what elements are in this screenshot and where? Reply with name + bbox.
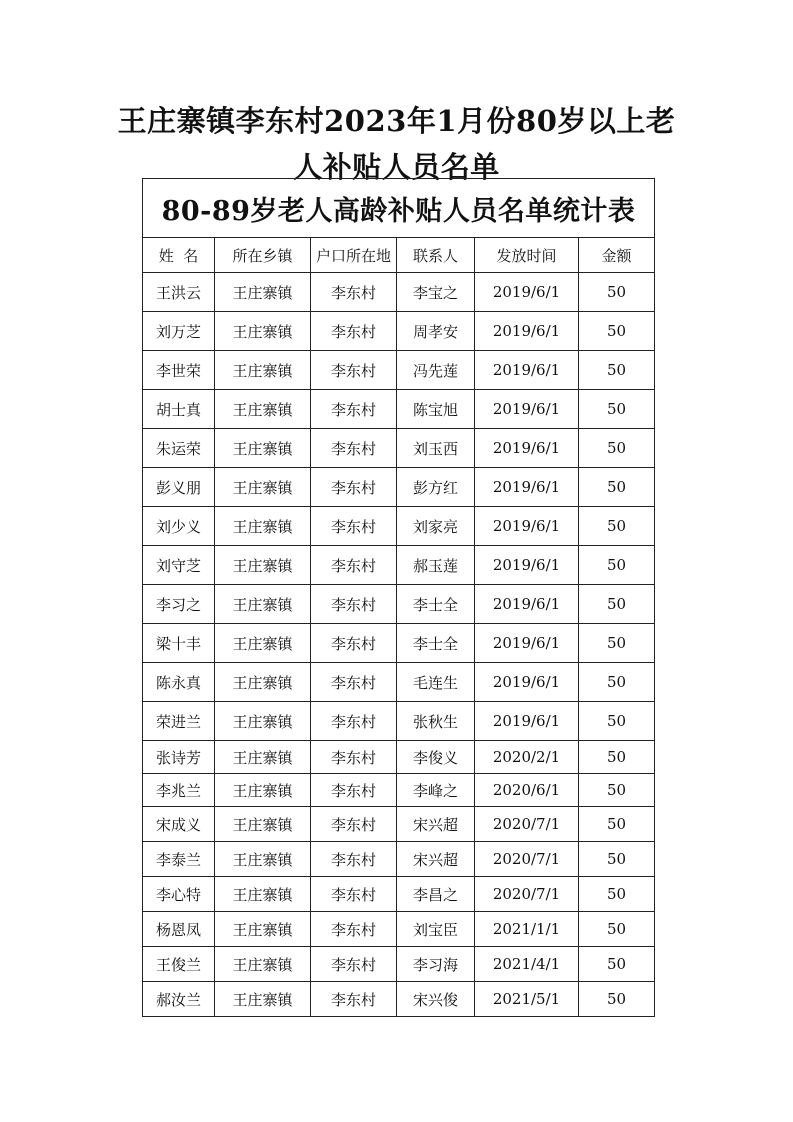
cell-issue-date: 2020/2/1 [475,741,579,774]
cell-household-location: 李东村 [311,468,397,507]
cell-issue-date: 2021/4/1 [475,947,579,982]
cell-contact: 宋兴超 [397,842,475,877]
cell-household-location: 李东村 [311,546,397,585]
cell-name: 朱运荣 [143,429,215,468]
cell-name: 李兆兰 [143,774,215,807]
cell-issue-date: 2019/6/1 [475,663,579,702]
cell-issue-date: 2020/7/1 [475,807,579,842]
cell-township: 王庄寨镇 [215,947,311,982]
cell-township: 王庄寨镇 [215,507,311,546]
table-row [143,663,655,702]
cell-amount: 50 [579,774,655,807]
table-row [143,947,655,982]
cell-contact: 刘玉西 [397,429,475,468]
subsidy-table [142,178,655,1017]
table-row [143,507,655,546]
cell-township: 王庄寨镇 [215,663,311,702]
table-body [143,273,655,1017]
cell-contact: 郝玉莲 [397,546,475,585]
table-caption: 80-89岁老人高龄补贴人员名单统计表 [143,179,655,238]
cell-amount: 50 [579,390,655,429]
cell-amount: 50 [579,585,655,624]
cell-name: 李习之 [143,585,215,624]
cell-issue-date: 2021/1/1 [475,912,579,947]
table-row [143,877,655,912]
cell-amount: 50 [579,312,655,351]
cell-name: 荣进兰 [143,702,215,741]
cell-amount: 50 [579,947,655,982]
cell-issue-date: 2019/6/1 [475,624,579,663]
cell-household-location: 李东村 [311,807,397,842]
cell-issue-date: 2019/6/1 [475,468,579,507]
header-household-location: 户口所在地 [311,238,397,273]
cell-household-location: 李东村 [311,877,397,912]
cell-household-location: 李东村 [311,982,397,1017]
cell-contact: 李昌之 [397,877,475,912]
cell-contact: 周孝安 [397,312,475,351]
cell-township: 王庄寨镇 [215,877,311,912]
cell-name: 陈永真 [143,663,215,702]
cell-issue-date: 2019/6/1 [475,546,579,585]
table-row [143,741,655,774]
header-township: 所在乡镇 [215,238,311,273]
cell-household-location: 李东村 [311,390,397,429]
cell-township: 王庄寨镇 [215,774,311,807]
cell-township: 王庄寨镇 [215,546,311,585]
cell-contact: 陈宝旭 [397,390,475,429]
cell-household-location: 李东村 [311,273,397,312]
header-name: 姓 名 [143,238,215,273]
cell-amount: 50 [579,546,655,585]
cell-name: 刘守芝 [143,546,215,585]
cell-amount: 50 [579,273,655,312]
cell-amount: 50 [579,842,655,877]
header-amount: 金额 [579,238,655,273]
cell-issue-date: 2019/6/1 [475,585,579,624]
cell-township: 王庄寨镇 [215,741,311,774]
table-row [143,312,655,351]
cell-issue-date: 2020/6/1 [475,774,579,807]
cell-name: 刘少义 [143,507,215,546]
cell-amount: 50 [579,982,655,1017]
cell-township: 王庄寨镇 [215,807,311,842]
cell-amount: 50 [579,702,655,741]
cell-contact: 彭方红 [397,468,475,507]
cell-name: 王俊兰 [143,947,215,982]
cell-household-location: 李东村 [311,312,397,351]
cell-name: 刘万芝 [143,312,215,351]
table-row [143,351,655,390]
table-row [143,546,655,585]
cell-township: 王庄寨镇 [215,312,311,351]
cell-amount: 50 [579,877,655,912]
cell-name: 胡士真 [143,390,215,429]
table-row [143,624,655,663]
cell-name: 王洪云 [143,273,215,312]
cell-name: 李世荣 [143,351,215,390]
cell-amount: 50 [579,351,655,390]
document-title-line-1: 王庄寨镇李东村2023年1月份80岁以上老 [117,104,676,138]
cell-contact: 宋兴超 [397,807,475,842]
cell-amount: 50 [579,624,655,663]
cell-household-location: 李东村 [311,912,397,947]
cell-issue-date: 2019/6/1 [475,273,579,312]
cell-name: 张诗芳 [143,741,215,774]
cell-contact: 刘家亮 [397,507,475,546]
cell-issue-date: 2019/6/1 [475,390,579,429]
table-row [143,390,655,429]
cell-contact: 李士全 [397,585,475,624]
cell-name: 李泰兰 [143,842,215,877]
cell-name: 郝汝兰 [143,982,215,1017]
cell-contact: 李峰之 [397,774,475,807]
cell-household-location: 李东村 [311,351,397,390]
cell-township: 王庄寨镇 [215,468,311,507]
cell-township: 王庄寨镇 [215,982,311,1017]
table-row [143,273,655,312]
cell-issue-date: 2019/6/1 [475,351,579,390]
cell-name: 李心特 [143,877,215,912]
cell-amount: 50 [579,429,655,468]
cell-township: 王庄寨镇 [215,624,311,663]
cell-name: 彭义朋 [143,468,215,507]
cell-township: 王庄寨镇 [215,842,311,877]
cell-amount: 50 [579,507,655,546]
cell-name: 杨恩凤 [143,912,215,947]
table-row [143,468,655,507]
cell-amount: 50 [579,912,655,947]
table-row [143,842,655,877]
cell-issue-date: 2020/7/1 [475,877,579,912]
cell-household-location: 李东村 [311,624,397,663]
cell-household-location: 李东村 [311,585,397,624]
cell-issue-date: 2019/6/1 [475,312,579,351]
cell-township: 王庄寨镇 [215,429,311,468]
cell-name: 梁十丰 [143,624,215,663]
cell-household-location: 李东村 [311,741,397,774]
table-row [143,774,655,807]
cell-household-location: 李东村 [311,429,397,468]
table-header-row [143,238,655,273]
cell-household-location: 李东村 [311,663,397,702]
cell-name: 宋成义 [143,807,215,842]
document-title [100,98,693,190]
cell-contact: 毛连生 [397,663,475,702]
cell-contact: 张秋生 [397,702,475,741]
cell-contact: 刘宝臣 [397,912,475,947]
cell-township: 王庄寨镇 [215,351,311,390]
header-contact: 联系人 [397,238,475,273]
table-row [143,585,655,624]
cell-township: 王庄寨镇 [215,585,311,624]
cell-contact: 李习海 [397,947,475,982]
cell-contact: 李士全 [397,624,475,663]
cell-contact: 李俊义 [397,741,475,774]
header-issue-date: 发放时间 [475,238,579,273]
cell-township: 王庄寨镇 [215,912,311,947]
cell-household-location: 李东村 [311,774,397,807]
cell-amount: 50 [579,807,655,842]
table-row [143,702,655,741]
cell-household-location: 李东村 [311,947,397,982]
cell-contact: 宋兴俊 [397,982,475,1017]
cell-amount: 50 [579,663,655,702]
cell-township: 王庄寨镇 [215,702,311,741]
cell-contact: 李宝之 [397,273,475,312]
cell-household-location: 李东村 [311,507,397,546]
cell-issue-date: 2019/6/1 [475,429,579,468]
cell-contact: 冯先莲 [397,351,475,390]
table-row [143,912,655,947]
cell-township: 王庄寨镇 [215,273,311,312]
cell-issue-date: 2021/5/1 [475,982,579,1017]
table-row [143,429,655,468]
cell-amount: 50 [579,741,655,774]
cell-township: 王庄寨镇 [215,390,311,429]
cell-household-location: 李东村 [311,702,397,741]
table-row [143,807,655,842]
cell-issue-date: 2019/6/1 [475,702,579,741]
cell-issue-date: 2020/7/1 [475,842,579,877]
table-row [143,982,655,1017]
cell-issue-date: 2019/6/1 [475,507,579,546]
cell-household-location: 李东村 [311,842,397,877]
document-title-line-2: 人补贴人员名单 [293,150,500,184]
cell-amount: 50 [579,468,655,507]
